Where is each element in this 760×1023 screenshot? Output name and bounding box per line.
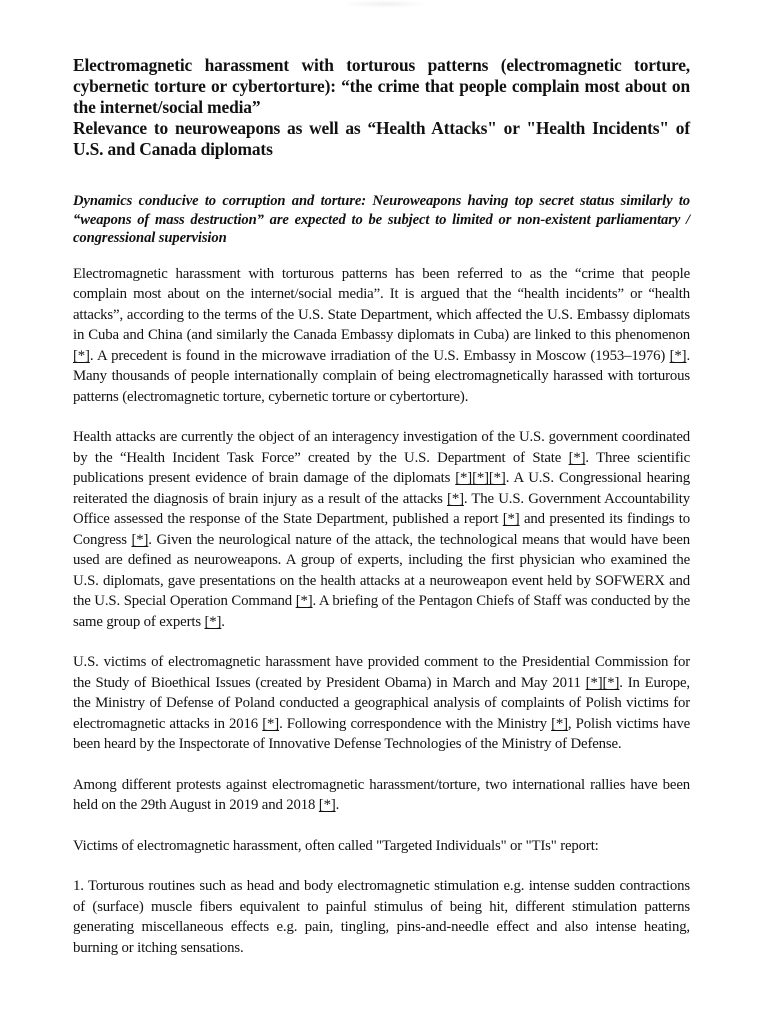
reference-link[interactable]: [*] xyxy=(318,797,336,813)
text: Electromagnetic harassment with torturous patterns has been referred to as the “crime that people complain most about on the internet/social media”. It is argued that the “health incidents” or “health attacks”, according to the terms of the U.S. State Department, which affected the U.S. Embassy diplomats in Cuba and China (and similarly the Canada Embassy diplomats in Cuba) are linked to this phenomenon xyxy=(73,265,690,343)
reference-link[interactable]: [*] xyxy=(204,613,222,630)
text: , Polish victims have been heard by the Inspectorate of Innovative Defense Technologies of the Ministry of Defense. xyxy=(73,715,691,752)
reference-link[interactable]: [*] xyxy=(568,449,586,466)
text: . xyxy=(221,613,225,630)
reference-link[interactable]: [*] xyxy=(295,593,313,609)
text: . A precedent is found in the microwave irradiation of the U.S. Embassy in Moscow (1953–1976) xyxy=(89,347,670,364)
reference-link[interactable]: [*] xyxy=(447,490,464,507)
reference-link[interactable]: [*] xyxy=(585,674,603,691)
reference-link[interactable]: [*] xyxy=(669,347,687,364)
italic-subtitle: Dynamics conducive to corruption and torture: Neuroweapons having top secret status similarly to “weapons of mass destruction” are expected to be subject to limited or non-existent parliamentary / congressional supervision xyxy=(73,193,690,246)
text: . In Europe, the Ministry of Defense of Poland conducted a geographical analysis of complaints of Polish victims for electromagnetic attacks in 2016 xyxy=(73,674,690,732)
text: and presented its findings to Congress xyxy=(73,511,690,548)
paragraph-us-victims xyxy=(73,652,690,755)
text: . The U.S. Government Accountability Office assessed the response of the State Department, published a report xyxy=(73,490,690,527)
text: . Many thousands of people internationally complain of being electromagnetically harassed with torturous patterns (electromagnetic torture, cybernetic torture or cybertorture). xyxy=(73,347,690,405)
text: Health attacks are currently the object of an interagency investigation of the U.S. government coordinated by the “Health Incident Task Force” created by the U.S. Department of State xyxy=(73,429,690,466)
document-page xyxy=(73,55,690,958)
text: . Following correspondence with the Ministry xyxy=(279,715,552,732)
text: . xyxy=(335,797,340,813)
reference-link[interactable]: [*] xyxy=(73,347,90,364)
list-item-torturous-routines: 1. Torturous routines such as head and body electromagnetic stimulation e.g. intense sudden contractions of (surface) muscle fibers equivalent to painful stimulus of being hit, different stimulation patterns generating miscellaneous effects e.g. pain, tingling, pins-and-needle effect and also intense heating, burning or itching sensations. xyxy=(73,878,690,956)
paragraph-protests xyxy=(73,775,690,816)
paragraph-victims-report: Victims of electromagnetic harassment, often called "Targeted Individuals" or "TIs" report: xyxy=(73,837,599,854)
reference-link[interactable]: [*] xyxy=(488,470,506,486)
text: . Three scientific publications present evidence of brain damage of the diplomats xyxy=(73,449,690,486)
paragraph-intro xyxy=(73,264,690,408)
reference-link[interactable]: [*] xyxy=(602,674,620,691)
text: . Given the neurological nature of the attack, the technological means that would have been used are defined as neuroweapons. A group of experts, including the first physician who examined the U.S. diplomats, gave presentations on the health attacks at a neuroweapon event held by SOFWERX and the U.S. Special Operation Command xyxy=(73,531,690,609)
title-line-relevance: Relevance to neuroweapons as well as “Health Attacks" or "Health Incidents" of U.S. and Canada diplomats xyxy=(73,118,690,159)
reference-link[interactable]: [*] xyxy=(131,531,149,548)
page-title xyxy=(73,55,690,160)
title-line-main: Electromagnetic harassment with torturous patterns (electromagnetic torture, cybernetic torture or cybertorture): “the crime that people complain most about on the internet/social media” xyxy=(73,55,690,117)
text: Among different protests against electromagnetic harassment/torture, two international rallies have been held on the 29th August in 2019 and 2018 xyxy=(73,776,690,813)
reference-link[interactable]: [*] xyxy=(472,470,489,486)
text: . A U.S. Congressional hearing reiterated the diagnosis of brain injury as a result of the attacks xyxy=(73,470,690,507)
reference-link[interactable]: [*] xyxy=(455,470,473,486)
paragraph-health-attacks xyxy=(73,427,690,632)
reference-link[interactable]: [*] xyxy=(262,715,280,732)
text: . A briefing of the Pentagon Chiefs of Staff was conducted by the same group of experts xyxy=(73,593,690,630)
reference-link[interactable]: [*] xyxy=(551,715,568,732)
top-scroll-shadow xyxy=(340,0,430,8)
reference-link[interactable]: [*] xyxy=(502,511,520,527)
text: U.S. victims of electromagnetic harassment have provided comment to the Presidential Commission for the Study of Bioethical Issues (created by President Obama) in March and May 2011 xyxy=(73,654,690,691)
